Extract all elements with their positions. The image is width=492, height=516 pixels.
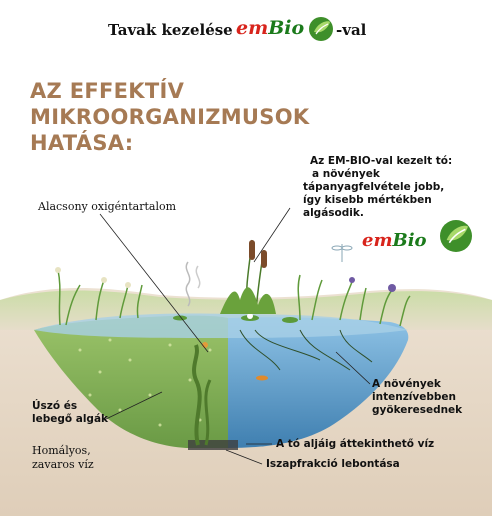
turbid-water-label: Homályos, zavaros víz: [32, 444, 94, 471]
headline: [30, 78, 330, 156]
dragonfly-icon: [332, 244, 352, 262]
page-title: [0, 14, 492, 48]
low-oxygen-label: Alacsony oxigéntartalom: [38, 200, 177, 213]
leaf-logo-icon-secondary: [436, 216, 476, 256]
leaf-logo-icon: [306, 14, 336, 44]
headline-line-2: MIKROORGANIZMUSOK: [30, 105, 310, 129]
roots-label: A növények intenzívebben gyökeresednek: [372, 378, 463, 416]
treated-pond-label: Az EM-BIO-val kezelt tó: a növények tápanyagfelvétele jobb, így kisebb mértékben algásodik.: [303, 155, 453, 219]
headline-line-3: HATÁSA:: [30, 131, 134, 155]
fish: [256, 376, 268, 381]
headline-line-1: AZ EFFEKTÍV: [30, 79, 185, 103]
brand-logo: emBio: [236, 17, 305, 39]
title-prefix: Tavak kezelése: [108, 21, 233, 39]
sludge-label: Iszapfrakció lebontása: [266, 458, 400, 470]
title-suffix: -val: [336, 21, 367, 39]
brand-logo-secondary: emBio: [362, 230, 427, 251]
algae-label: Úszó és lebegő algák: [32, 400, 109, 425]
clear-bottom-label: A tó aljáig áttekinthető víz: [276, 438, 435, 450]
center-grass: [220, 287, 276, 314]
